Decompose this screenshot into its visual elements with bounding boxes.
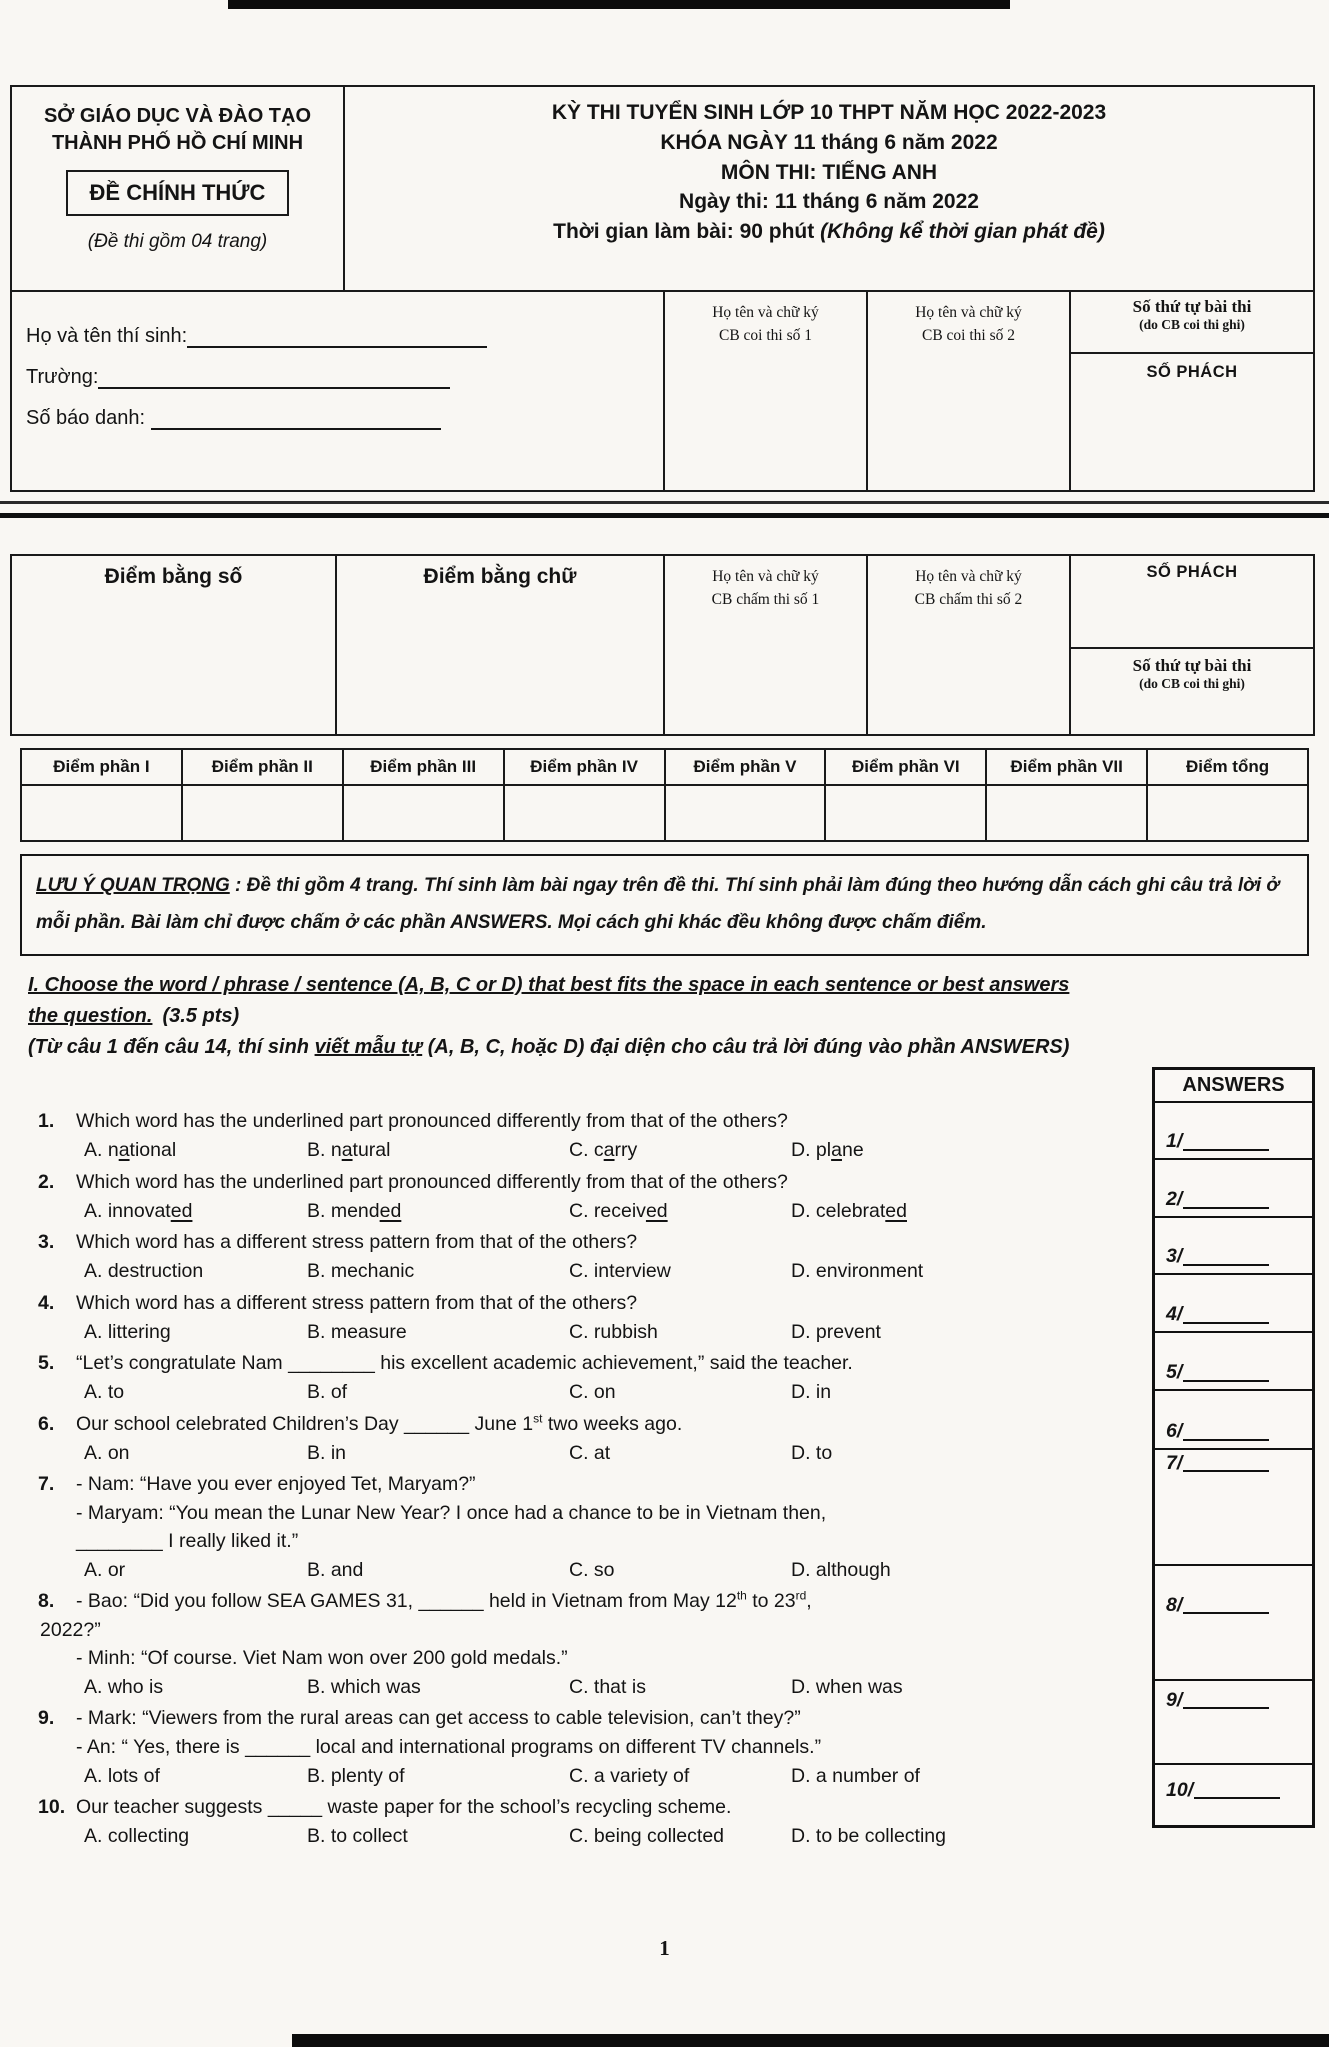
question-options [76,1378,1144,1406]
question-stem-line: Which word has a different stress pattern from that of the others? [76,1231,638,1254]
exam-title-line2: KHÓA NGÀY 11 tháng 6 năm 2022 [660,130,998,154]
question-options [76,1762,1144,1790]
score-breakdown-table [20,748,1309,842]
answer-blank-line[interactable] [1183,1306,1269,1324]
answer-blank-line[interactable] [1183,1133,1269,1151]
grader1-label-line2: CB chấm thi số 1 [711,591,820,609]
exam-duration [345,217,1313,247]
answer-option[interactable]: C. received [569,1199,668,1222]
exam-order-note: (do CB coi thi ghi) [1139,317,1245,332]
instruction-post: (A, B, C, hoặc D) đại diện cho câu trả lời đúng vào phần ANSWERS) [422,1036,1070,1059]
grading-order-label: Số thứ tự bài thi [1132,656,1252,675]
answer-option[interactable]: A. innovated [84,1199,193,1222]
question-3 [40,1228,1144,1286]
score-cell [344,786,505,840]
answer-option[interactable]: C. rubbish [569,1320,658,1343]
question-10 [40,1793,1144,1851]
answer-option[interactable]: D. in [791,1381,832,1404]
page-number: 1 [659,1936,670,1960]
candidate-row [12,292,1313,490]
score-in-numbers-cell: Điểm bằng số [12,556,337,734]
answer-blank-line[interactable] [1183,1423,1269,1441]
score-header-total: Điểm tổng [1186,757,1270,776]
question-1 [40,1107,1144,1165]
question-stem-line: Our school celebrated Children’s Day ______ June 1st two weeks ago. [76,1411,683,1435]
question-stem-line: 2022?” [40,1618,101,1641]
score-cell [1148,786,1307,840]
notice-label: LƯU Ý QUAN TRỌNG [36,875,230,896]
question-number: 4. [38,1291,55,1314]
question-options [76,1257,1144,1285]
question-stem-line: ________ I really liked it.” [76,1529,299,1552]
tear-line-thick [0,513,1329,518]
question-stem-line: - Maryam: “You mean the Lunar New Year? I once had a chance to be in Vietnam then, [76,1501,827,1524]
answer-option[interactable]: C. interview [569,1260,671,1283]
question-number: 7. [38,1473,55,1496]
question-options [76,1673,1144,1701]
answer-option[interactable]: B. plenty of [307,1764,405,1787]
answer-option[interactable]: C. so [569,1559,615,1582]
notice-text: : Đề thi gồm 4 trang. Thí sinh làm bài ngay trên đề thi. Thí sinh phải làm đúng theo hướng dẫn cách ghi câu trả lời ở mỗi phần. Bài làm chỉ được chấm ở các phần ANSWERS. Mọi cách ghi khác đều không được chấm điểm. [36,875,1280,934]
answer-option[interactable]: B. measure [307,1320,407,1343]
score-header-part3: Điểm phần III [344,750,505,784]
exam-title-block [345,87,1313,290]
answer-blank-line[interactable] [1183,1454,1269,1472]
exam-title-line1: KỲ THI TUYỂN SINH LỚP 10 THPT NĂM HỌC 2022-2023 [551,101,1107,124]
question-number: 9. [38,1707,55,1730]
proctor1-signature-cell [665,292,868,490]
score-cell [987,786,1148,840]
exam-subject: MÔN THI: TIẾNG ANH [720,160,938,184]
question-7 [40,1470,1144,1584]
exam-order-label: Số thứ tự bài thi [1132,297,1252,316]
question-stem-line: - Mark: “Viewers from the rural areas can get access to cable television, can’t they?” [76,1707,801,1730]
proctor1-label-line2: CB coi thi số 1 [718,327,812,345]
answer-blank-line[interactable] [1183,1691,1269,1709]
question-6 [40,1410,1144,1468]
answer-slot-label: 1/ [1166,1129,1183,1152]
answer-option[interactable]: A. to [84,1381,125,1404]
grader1-signature-cell [665,556,868,734]
answers-box-title: ANSWERS [1155,1070,1312,1103]
question-stem-line: - Nam: “Have you ever enjoyed Tet, Maryam?” [76,1473,476,1496]
duration-note: (Không kể thời gian phát đề) [820,220,1105,244]
header-left [12,87,345,290]
answer-slot-label: 3/ [1166,1244,1183,1267]
proctor1-label-line1: Họ tên và chữ ký [712,304,819,321]
answer-slot-label: 7/ [1166,1452,1183,1475]
answer-slot-5[interactable] [1155,1333,1312,1391]
answer-blank-line[interactable] [1183,1364,1269,1382]
answer-option[interactable]: A. collecting [84,1825,190,1848]
candidate-name-blank[interactable] [187,324,487,348]
answer-option[interactable]: B. of [307,1381,348,1404]
score-header-part2: Điểm phần II [183,750,344,784]
question-stem-line: - Minh: “Of course. Viet Nam won over 200 gold medals.” [76,1646,568,1669]
grader2-label-line1: Họ tên và chữ ký [915,568,1022,585]
question-stem-line: Which word has the underlined part pronounced differently from that of the others? [76,1170,788,1193]
answer-option[interactable]: C. a variety of [569,1764,690,1787]
pages-note: (Đề thi gồm 04 trang) [87,231,268,252]
exam-order-cell [1071,292,1313,354]
answer-slot-3[interactable] [1155,1218,1312,1275]
question-number: 2. [38,1170,55,1193]
candidate-school-blank[interactable] [98,365,450,389]
answers-box [1152,1067,1315,1828]
answer-option[interactable]: A. or [84,1559,126,1582]
answer-blank-line[interactable] [1194,1781,1280,1799]
score-table-body-row [22,786,1307,840]
question-8 [40,1587,1144,1701]
question-number: 3. [38,1231,55,1254]
question-options [76,1318,1144,1346]
question-stem-line: Which word has a different stress pattern from that of the others? [76,1291,638,1314]
answer-slot-2[interactable] [1155,1160,1312,1218]
answer-slot-label: 9/ [1166,1689,1183,1712]
score-header-part6: Điểm phần VI [826,750,987,784]
answer-slot-9[interactable] [1155,1681,1312,1765]
section1-heading [28,970,1305,1063]
question-options [76,1556,1144,1584]
answer-slot-1[interactable] [1155,1103,1312,1160]
department-name [12,103,343,157]
question-number: 6. [38,1412,55,1435]
instruction-pre: (Từ câu 1 đến câu 14, thí sinh [28,1036,315,1059]
question-stem-line: Our teacher suggests _____ waste paper for the school’s recycling scheme. [76,1796,732,1819]
answer-option[interactable]: C. that is [569,1676,646,1699]
answer-option[interactable]: D. a number of [791,1764,920,1787]
grading-number-column [1071,556,1313,734]
score-header-part1: Điểm phần I [22,750,183,784]
score-cell [22,786,183,840]
proctor2-signature-cell [868,292,1071,490]
answer-option[interactable]: D. environment [791,1260,924,1283]
grader2-label-line2: CB chấm thi số 2 [914,591,1023,609]
question-stem-line: - An: “ Yes, there is ______ local and international programs on different TV channels.” [76,1735,822,1758]
exam-header [10,85,1315,492]
score-cell [666,786,827,840]
answer-option[interactable]: B. which was [307,1676,421,1699]
question-options [76,1197,1144,1225]
candidate-id-label: Số báo danh: [26,407,145,429]
score-cell [505,786,666,840]
answer-option[interactable]: D. celebrated [791,1199,907,1222]
answer-option[interactable]: B. in [307,1442,347,1465]
answer-option[interactable]: B. to collect [307,1825,408,1848]
answer-option[interactable]: B. and [307,1559,364,1582]
exam-date: Ngày thi: 11 tháng 6 năm 2022 [679,190,979,214]
answer-blank-line[interactable] [1183,1191,1269,1209]
answer-blank-line[interactable] [1183,1248,1269,1266]
proctor2-label-line1: Họ tên và chữ ký [915,304,1022,321]
question-5 [40,1349,1144,1407]
scan-top-bar [228,0,1010,9]
candidate-id-blank[interactable] [151,406,441,430]
score-header-part4: Điểm phần IV [505,750,666,784]
grading-band [10,554,1315,736]
question-2 [40,1168,1144,1226]
answer-option[interactable]: C. at [569,1442,611,1465]
duration-main: Thời gian làm bài: 90 phút [553,220,821,244]
question-number: 10. [38,1796,66,1819]
department-line2: THÀNH PHỐ HỒ CHÍ MINH [51,132,304,154]
candidate-name-label: Họ và tên thí sinh: [26,325,188,347]
question-stem-line: - Bao: “Did you follow SEA GAMES 31, ______ held in Vietnam from May 12th to 23rd, [76,1588,812,1613]
question-9 [40,1704,1144,1790]
scan-bottom-bar [292,2034,1329,2047]
question-number: 1. [38,1110,55,1133]
answer-option[interactable]: B. mended [307,1199,402,1222]
score-cell [183,786,344,840]
answer-option[interactable]: D. prevent [791,1320,881,1343]
instruction-underlined: viết mẫu tự [314,1036,423,1059]
question-stem-line: Which word has the underlined part pronounced differently from that of the others? [76,1110,788,1133]
answer-slot-label: 6/ [1166,1419,1183,1442]
answer-option[interactable]: A. on [84,1442,130,1465]
section1-instruction [28,1032,1305,1063]
answer-option[interactable]: C. carry [569,1139,638,1162]
answer-option[interactable]: D. when was [791,1676,903,1699]
score-table-header-row [22,750,1307,786]
question-stem-line: “Let’s congratulate Nam ________ his excellent academic achievement,” said the teacher. [76,1352,853,1375]
questions-list [40,1067,1152,1854]
answer-option[interactable]: C. being collected [569,1825,725,1848]
answer-slot-4[interactable] [1155,1275,1312,1333]
grading-order-note: (do CB coi thi ghi) [1139,676,1245,691]
answer-option[interactable]: A. littering [84,1320,171,1343]
candidate-info [12,292,665,490]
answer-blank-line[interactable] [1183,1596,1269,1614]
answer-option[interactable]: A. who is [84,1676,164,1699]
answer-option[interactable]: A. lots of [84,1764,160,1787]
answer-option[interactable]: A. national [84,1139,177,1162]
question-options [76,1439,1144,1467]
answer-slot-8[interactable] [1155,1566,1312,1681]
answer-option[interactable]: C. on [569,1381,616,1404]
answer-slot-label: 10/ [1166,1779,1194,1802]
candidate-school-label: Trường: [26,366,99,388]
grading-order-cell [1071,649,1313,734]
answer-option[interactable]: D. plane [791,1139,864,1162]
grader1-label-line1: Họ tên và chữ ký [712,568,819,585]
answers-slots [1155,1103,1312,1825]
answer-option[interactable]: B. mechanic [307,1260,415,1283]
answer-slot-label: 2/ [1166,1187,1183,1210]
answer-slot-label: 5/ [1166,1360,1183,1383]
answer-slot-label: 8/ [1166,1594,1183,1617]
score-cell [826,786,987,840]
answer-slot-6[interactable] [1155,1391,1312,1450]
answer-slot-7[interactable] [1155,1450,1312,1566]
answer-option[interactable]: D. to be collecting [791,1825,947,1848]
department-line1: SỞ GIÁO DỤC VÀ ĐÀO TẠO [43,105,312,127]
answer-option[interactable]: B. natural [307,1139,391,1162]
important-notice-box [20,854,1309,956]
answer-slot-label: 4/ [1166,1302,1183,1325]
score-header-part5: Điểm phần V [666,750,827,784]
grading-phach-cell: SỐ PHÁCH [1071,556,1313,649]
question-number: 8. [38,1590,55,1613]
answer-slot-10[interactable] [1155,1765,1312,1825]
official-exam-stamp: ĐỀ CHÍNH THỨC [66,170,290,216]
phach-code-cell: SỐ PHÁCH [1146,363,1238,381]
section1-heading-text: I. Choose the word / phrase / sentence (A, B, C or D) that best fits the space in each sentence or best answers the question. [28,974,1070,1028]
answer-option[interactable]: D. to [791,1442,833,1465]
question-options [76,1822,1144,1850]
proctor2-label-line2: CB coi thi số 2 [921,327,1015,345]
score-header-part7: Điểm phần VII [987,750,1148,784]
grader2-signature-cell [868,556,1071,734]
score-in-words-cell: Điểm bằng chữ [337,556,665,734]
tear-line-thin [0,501,1329,504]
section1-points: (3.5 pts) [162,1005,240,1028]
answer-option[interactable]: D. although [791,1559,891,1582]
answer-option[interactable]: A. destruction [84,1260,204,1283]
exam-number-column [1071,292,1313,490]
question-number: 5. [38,1352,55,1375]
question-4 [40,1289,1144,1347]
questions-and-answers [40,1067,1315,1854]
question-options [76,1136,1144,1164]
header-title-row [12,87,1313,292]
